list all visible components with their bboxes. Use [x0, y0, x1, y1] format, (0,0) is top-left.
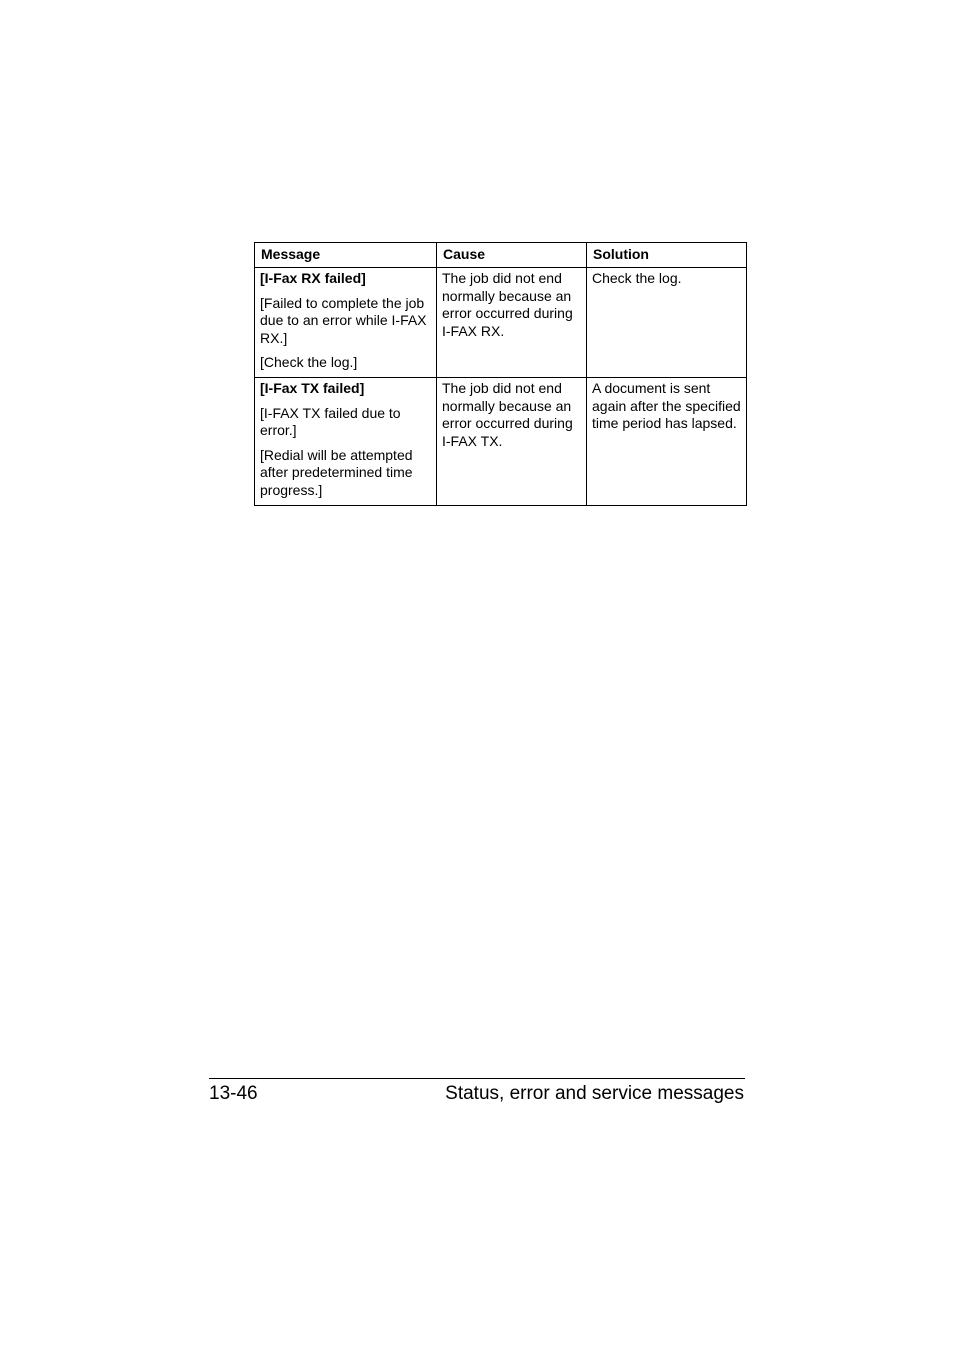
page-number: 13-46: [209, 1083, 258, 1104]
message-title: [I-Fax TX failed]: [260, 380, 365, 396]
message-line: [Check the log.]: [260, 354, 358, 370]
footer-section-title: Status, error and service messages: [445, 1083, 744, 1104]
message-cell: [255, 378, 437, 506]
message-line: [Redial will be attempted after predetermined time progress.]: [260, 446, 413, 498]
cause-cell: The job did not end normally because an error occurred during I-FAX TX.: [437, 378, 587, 506]
footer-divider: [209, 1078, 745, 1079]
header-cause: Cause: [437, 243, 587, 268]
table-row: [255, 268, 747, 378]
table-row: [255, 378, 747, 506]
message-cell: [255, 268, 437, 378]
table-header-row: [255, 243, 747, 268]
solution-cell: A document is sent again after the specified time period has lapsed.: [587, 378, 747, 506]
header-solution: Solution: [587, 243, 747, 268]
error-message-table: [254, 242, 747, 506]
message-line: [I-FAX TX failed due to error.]: [260, 404, 401, 438]
message-title: [I-Fax RX failed]: [260, 270, 366, 286]
header-message: Message: [255, 243, 437, 268]
message-line: [Failed to complete the job due to an error while I-FAX RX.]: [260, 294, 427, 346]
cause-cell: The job did not end normally because an error occurred during I-FAX RX.: [437, 268, 587, 378]
solution-cell: Check the log.: [587, 268, 747, 378]
